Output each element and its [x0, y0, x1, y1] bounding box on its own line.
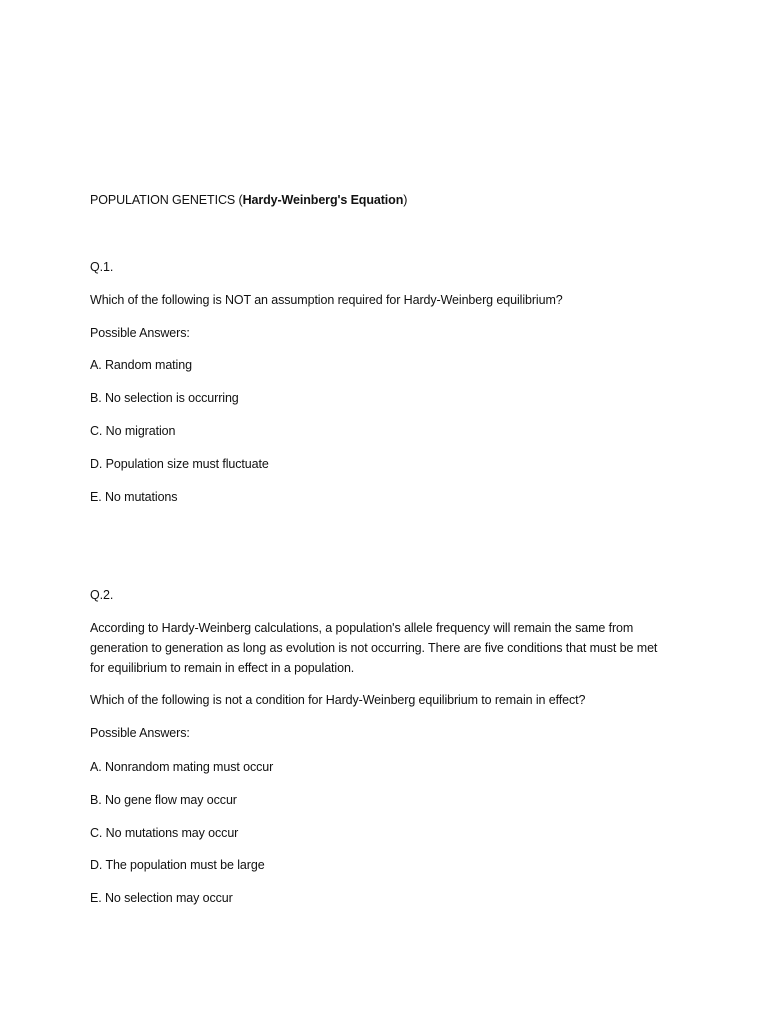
question-1-option: C. No migration — [90, 424, 176, 438]
title-suffix: ) — [403, 193, 408, 207]
question-1-number: Q.1. — [90, 260, 114, 274]
question-2-context: According to Hardy-Weinberg calculations, a population's allele frequency will remain the same from generation to generation as long as evolution is not occurring. There are five conditions that must be met for equilibrium to remain in effect in a population. — [90, 621, 658, 675]
question-2-option: E. No selection may occur — [90, 891, 233, 905]
question-2-option: A. Nonrandom mating must occur — [90, 760, 274, 774]
question-2-prompt: Which of the following is not a condition for Hardy-Weinberg equilibrium to remain in effect? — [90, 693, 586, 707]
question-2-answers-label: Possible Answers: — [90, 726, 190, 740]
question-1-option: B. No selection is occurring — [90, 391, 239, 405]
title-prefix: POPULATION GENETICS ( — [90, 193, 243, 207]
question-2-option: D. The population must be large — [90, 858, 265, 872]
question-1-answers-label: Possible Answers: — [90, 326, 190, 340]
question-2-option: C. No mutations may occur — [90, 826, 239, 840]
question-1-option: D. Population size must fluctuate — [90, 457, 269, 471]
question-2-option: B. No gene flow may occur — [90, 793, 237, 807]
question-1-option: E. No mutations — [90, 490, 178, 504]
question-1-prompt: Which of the following is NOT an assumption required for Hardy-Weinberg equilibrium? — [90, 293, 563, 307]
document-title — [90, 190, 407, 210]
question-2-number: Q.2. — [90, 588, 114, 602]
title-emphasis: Hardy-Weinberg's Equation — [242, 193, 404, 207]
question-1-option: A. Random mating — [90, 358, 192, 372]
